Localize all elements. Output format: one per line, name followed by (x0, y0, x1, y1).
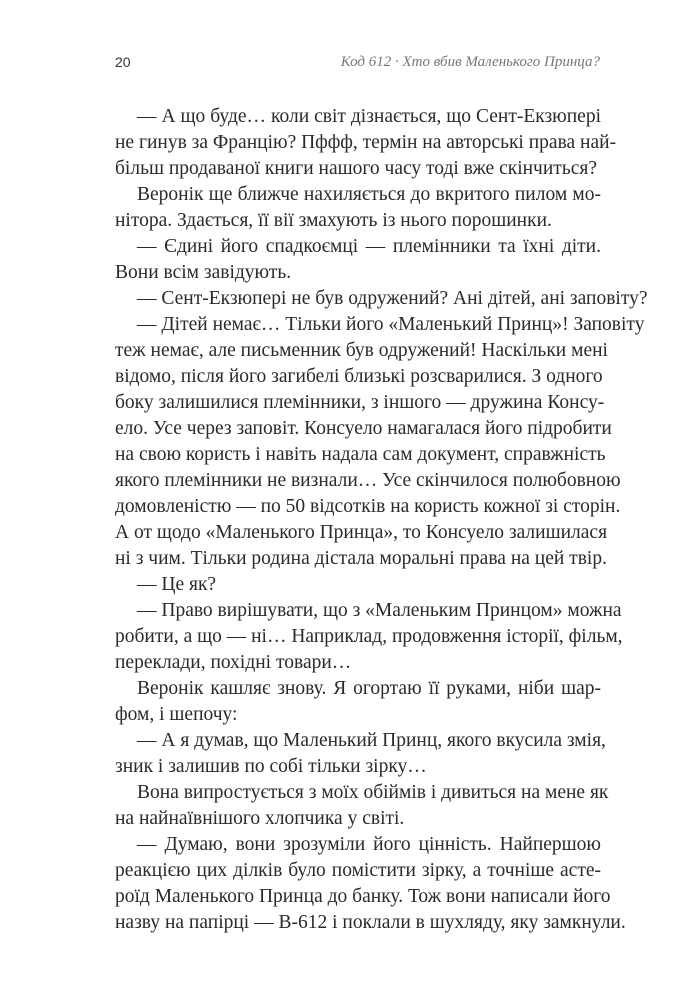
text-line: — Це як? (137, 574, 217, 595)
text-line: — А що буде… коли світ дізнається, що Сент-Екзюпері (137, 106, 601, 127)
page-number: 20 (115, 54, 131, 70)
text-line: — Єдині його спадкоємці — племінники та їхні діти. (137, 236, 601, 257)
text-line: на найнаївнішого хлопчика у світі. (115, 808, 405, 829)
text-line: боку залишилися племінники, з іншого — дружина Консу- (115, 392, 605, 413)
text-line: нітора. Здається, її вії змахують із нього порошинки. (115, 210, 552, 231)
page-header (115, 54, 600, 74)
text-line: роїд Маленького Принца до банку. Тож вони написали його (115, 886, 611, 907)
text-line: Вони всім завідують. (115, 262, 292, 283)
paragraph (115, 286, 648, 312)
text-line: реакцією цих ділків було помістити зірку, а точніше асте- (115, 860, 601, 881)
paragraph (115, 598, 623, 676)
paragraph (115, 676, 601, 728)
text-line: — Дітей немає… Тільки його «Маленький Принц»! Заповіту (137, 314, 645, 335)
page-body (115, 104, 648, 936)
text-line: фом, і шепочу: (115, 704, 238, 725)
paragraph (115, 104, 617, 182)
paragraph (115, 234, 601, 286)
text-line: ні з чим. Тільки родина дістала моральні права на цей твір. (115, 548, 607, 569)
paragraph (115, 832, 626, 936)
text-line: Веронік кашляє знову. Я огортаю її руками, ніби шар- (137, 678, 601, 699)
text-line: ело. Усе через заповіт. Консуело намагалася його підробити (115, 418, 612, 439)
text-line: — Право вирішувати, що з «Маленьким Принцом» можна (137, 600, 622, 621)
text-line: — Думаю, вони зрозуміли його цінність. Найпершою (137, 834, 601, 855)
text-line: Вона випростується з моїх обіймів і дивиться на мене як (137, 782, 609, 803)
text-line: не гинув за Францію? Пффф, термін на авторські права най- (115, 132, 617, 153)
paragraph (115, 728, 606, 780)
text-line: відомо, після його загибелі близькі розсварилися. З одного (115, 366, 603, 387)
text-line: Веронік ще ближче нахиляється до вкритого пилом мо- (137, 184, 601, 205)
paragraph (115, 182, 601, 234)
text-line: — А я думав, що Маленький Принц, якого вкусила змія, (137, 730, 606, 751)
text-line: більш продаваної книги нашого часу тоді вже скінчиться? (115, 158, 597, 179)
text-line: назву на папірці — В-612 і поклали в шухляду, яку замкнули. (115, 912, 626, 933)
running-title: Код 612 · Хто вбив Маленького Принца? (340, 54, 600, 70)
text-line: А от щодо «Маленького Принца», то Консуело залишилася (115, 522, 608, 543)
text-line: на свою користь і навіть надала сам документ, справжність (115, 444, 606, 465)
paragraph (115, 572, 601, 598)
text-line: переклади, похідні товари… (115, 652, 352, 673)
text-line: — Сент-Екзюпері не був одружений? Ані дітей, ані заповіту? (137, 288, 648, 309)
text-line: якого племінники не визнали… Усе скінчилося полюбовною (115, 470, 621, 491)
text-line: зник і залишив по собі тільки зірку… (115, 756, 427, 777)
paragraph (115, 780, 609, 832)
paragraph (115, 312, 645, 572)
text-line: домовленістю — по 50 відсотків на користь кожної зі сторін. (115, 496, 621, 517)
text-line: теж немає, але письменник був одружений! Наскільки мені (115, 340, 608, 361)
text-line: робити, а що — ні… Наприклад, продовження історії, фільм, (115, 626, 623, 647)
